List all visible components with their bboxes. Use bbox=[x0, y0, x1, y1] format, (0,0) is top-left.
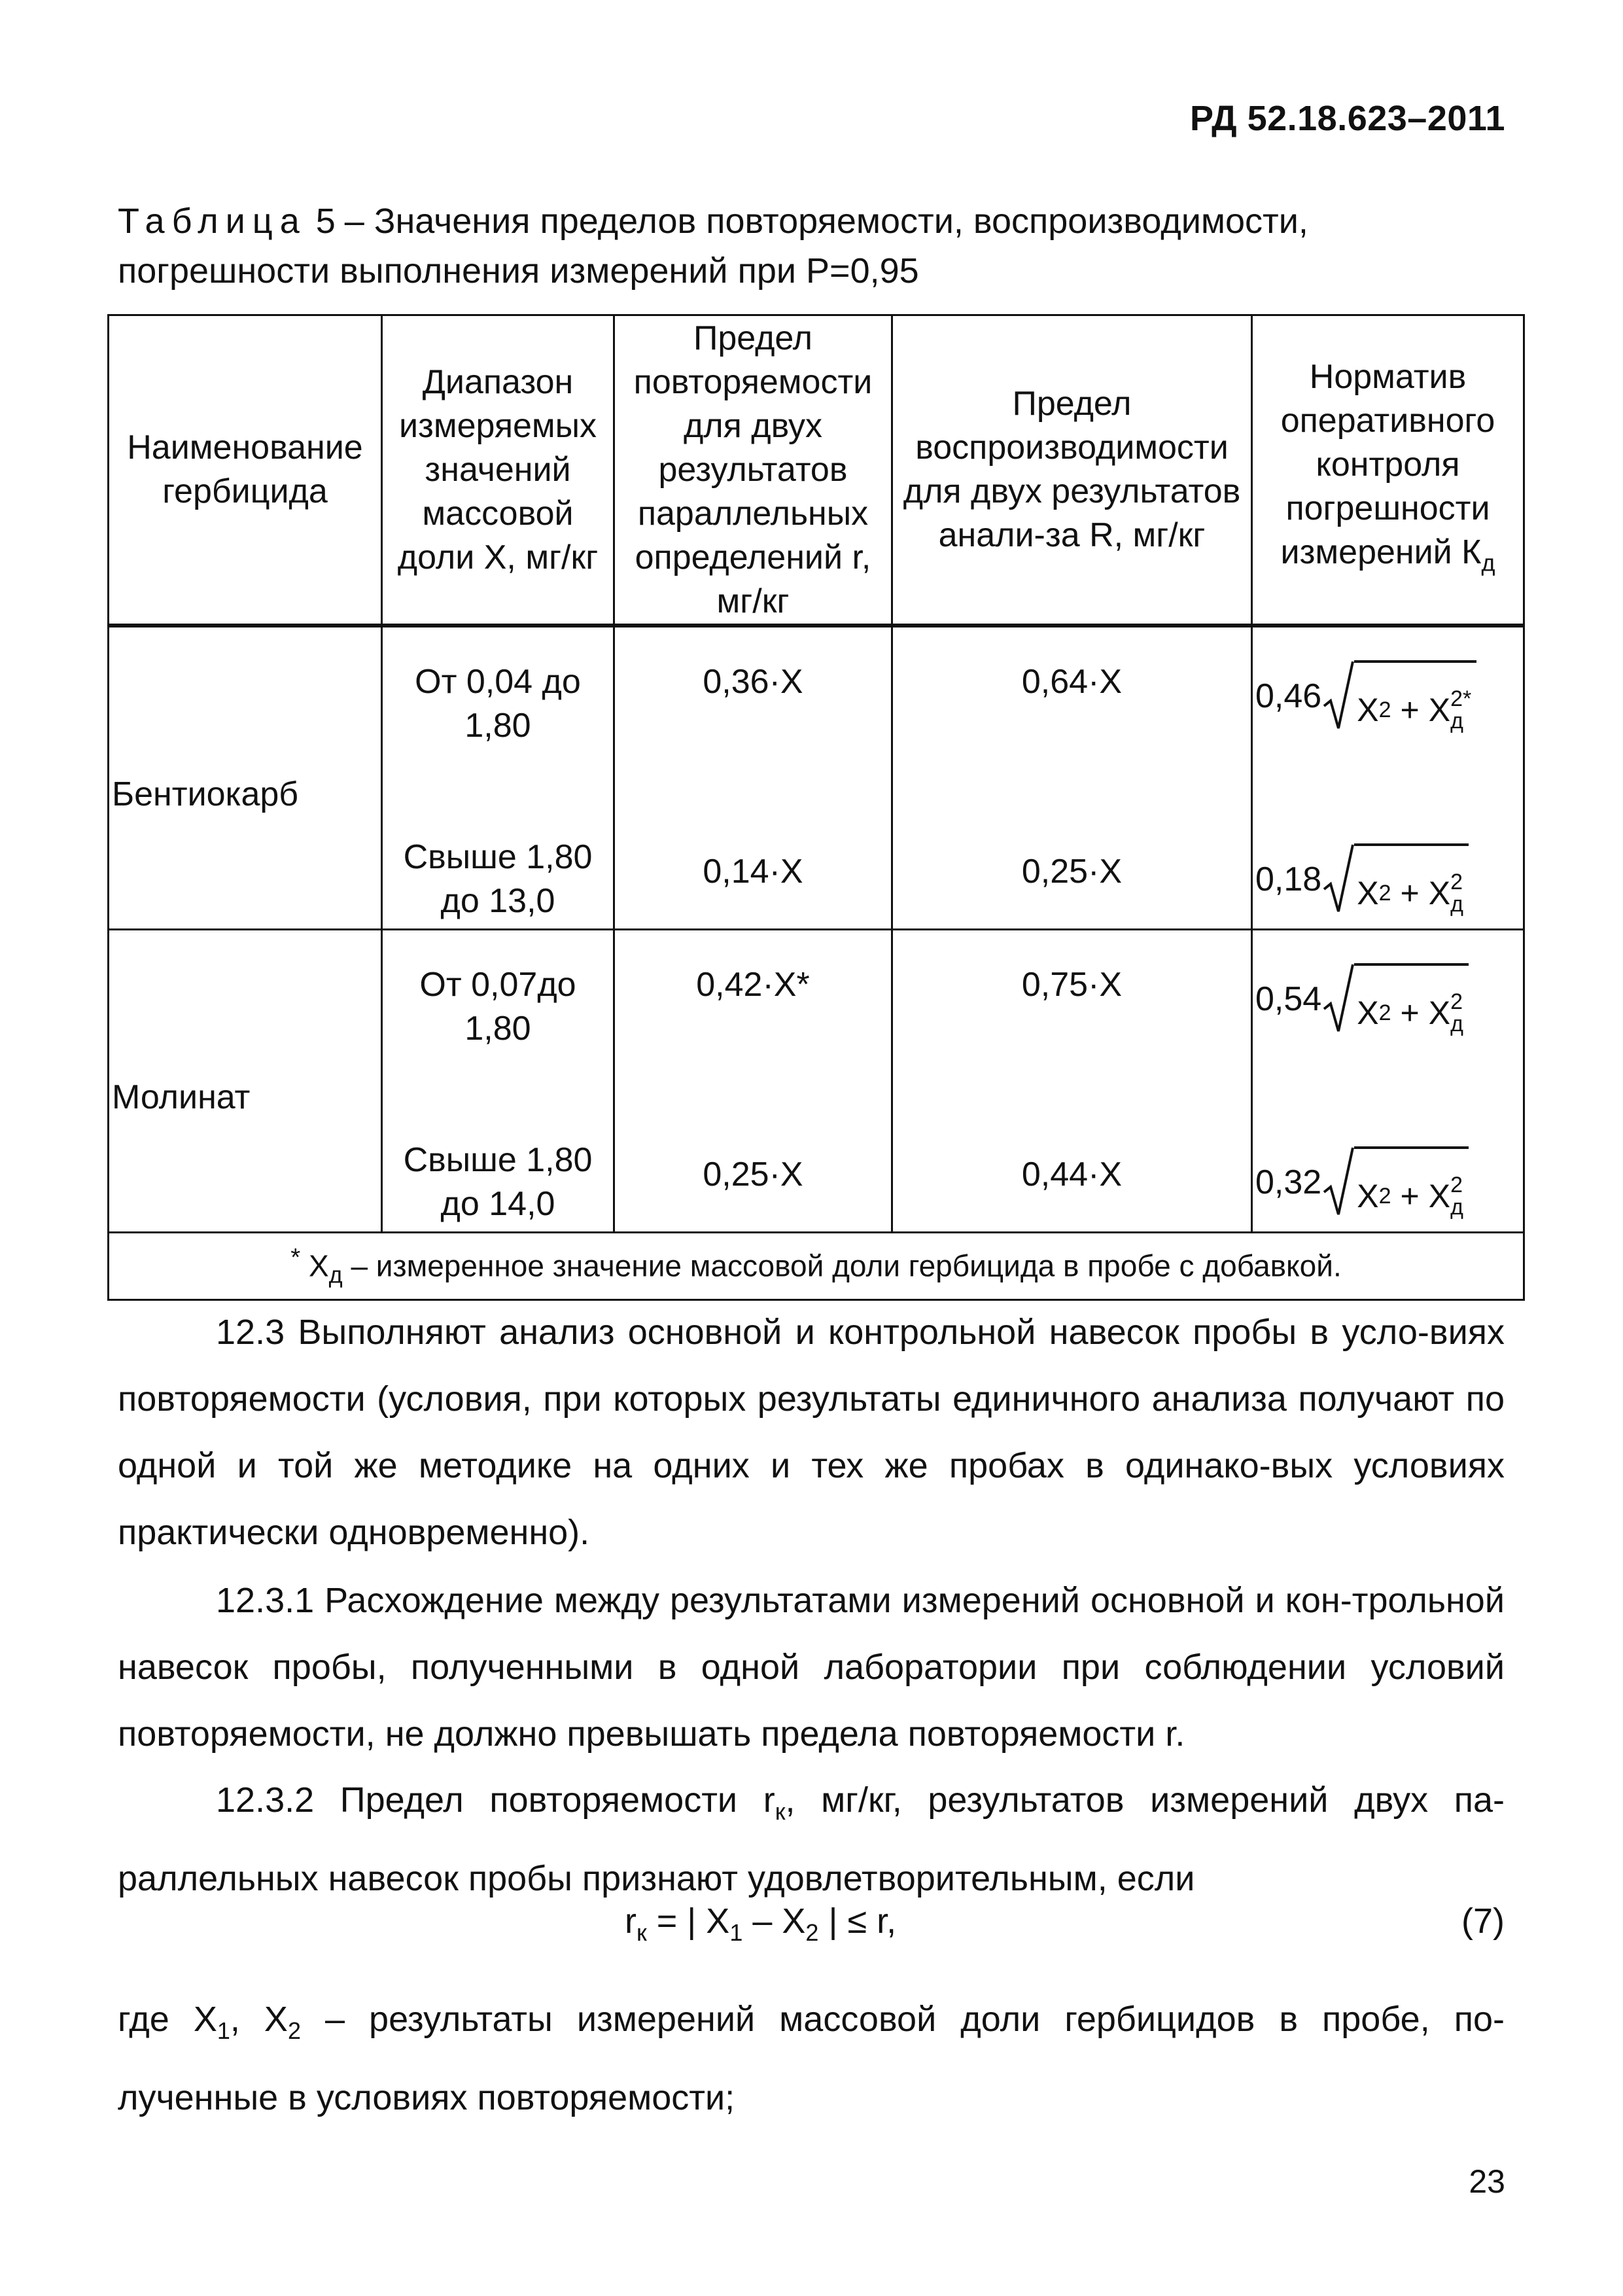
caption-lead: Таблица bbox=[118, 202, 307, 241]
tolerance-table bbox=[107, 314, 1525, 1301]
col-reproducibility: Предел воспроизводимости для двух результатов анали-за R, мг/кг bbox=[892, 315, 1252, 626]
sqrt-icon bbox=[1323, 963, 1354, 1035]
footnote-row bbox=[109, 1233, 1524, 1300]
caption-number: 5 bbox=[315, 202, 336, 241]
range-cell: От 0,07до 1,80 bbox=[382, 930, 614, 1127]
repeatability-cell: 0,14·Х bbox=[614, 824, 892, 930]
paragraph-12-3-1: 12.3.1 Расхождение между результатами измерений основной и кон-трольной навесок пробы, полученными в одной лаборатории при соблюдении условий повторяемости, не должно превышать предела повторяемости r. bbox=[118, 1581, 1505, 1754]
sqrt-icon bbox=[1323, 1146, 1354, 1218]
range-cell: От 0,04 до 1,80 bbox=[382, 626, 614, 824]
range-cell: Свыше 1,80 до 14,0 bbox=[382, 1127, 614, 1233]
repeatability-cell: 0,42·Х* bbox=[614, 930, 892, 1127]
document-code: РД 52.18.623–2011 bbox=[1189, 99, 1505, 138]
range-cell: Свыше 1,80 до 13,0 bbox=[382, 824, 614, 930]
equation-number: (7) bbox=[1461, 1901, 1505, 1941]
equation-7 bbox=[118, 1901, 1505, 1968]
control-norm-cell: 0,32 X 2 + X 2 д bbox=[1252, 1127, 1524, 1233]
page-number: 23 bbox=[1469, 2163, 1505, 2200]
caption-text: Значения пределов повторяемости, воспроизводимости, погрешности выполнения измерений при Р=0,95 bbox=[118, 202, 1308, 291]
equation-expression: $r_к$ = | $X_1 - X_2$ | ≤ r, bbox=[625, 1901, 897, 1946]
control-norm-cell: 0,54 X 2 + X 2 д bbox=[1252, 930, 1524, 1127]
paragraph-where: где $Х_1$, $Х_2$ – результаты измерений массовой доли гербицидов в пробе, по-лученные в условиях повторяемости; bbox=[118, 2000, 1505, 2117]
repeatability-cell: 0,36·Х bbox=[614, 626, 892, 824]
herbicide-name: Бентиокарб bbox=[109, 626, 382, 930]
col-repeatability: Предел повторяемости для двух результатов параллельных определений r, мг/кг bbox=[614, 315, 892, 626]
table-header-row bbox=[109, 315, 1524, 626]
table-row bbox=[109, 930, 1524, 1127]
col-control-norm: Норматив оперативного контроля погрешности измерений $К_д$ bbox=[1252, 315, 1524, 626]
sqrt-icon bbox=[1323, 660, 1354, 732]
caption-dash: – bbox=[344, 202, 364, 241]
table-row bbox=[109, 626, 1524, 824]
reproducibility-cell: 0,64·Х bbox=[892, 626, 1252, 824]
herbicide-name: Молинат bbox=[109, 930, 382, 1233]
paragraph-12-3-2: 12.3.2 Предел повторяемости $r_к$, мг/кг, результатов измерений двух па-раллельных навесок пробы признают удовлетворительным, если bbox=[118, 1780, 1505, 1898]
table-footnote: * $Х_д$ – измеренное значение массовой доли гербицида в пробе с добавкой. bbox=[109, 1233, 1524, 1300]
sqrt-icon bbox=[1323, 843, 1354, 915]
reproducibility-cell: 0,44·Х bbox=[892, 1127, 1252, 1233]
reproducibility-cell: 0,75·Х bbox=[892, 930, 1252, 1127]
repeatability-cell: 0,25·Х bbox=[614, 1127, 892, 1233]
reproducibility-cell: 0,25·Х bbox=[892, 824, 1252, 930]
col-range: Диапазон измеряемых значений массовой доли Х, мг/кг bbox=[382, 315, 614, 626]
control-norm-cell: 0,46 X 2 + X 2* д bbox=[1252, 626, 1524, 824]
paragraph-12-3: 12.3 Выполняют анализ основной и контрольной навесок пробы в усло-виях повторяемости (условия, при которых результаты единичного анализа получают по одной и той же методике на одних и тех же пробах в одинако-вых условиях практически одновременно). bbox=[118, 1313, 1505, 1552]
control-norm-cell: 0,18 X 2 + X 2 д bbox=[1252, 824, 1524, 930]
col-herbicide: Наименование гербицида bbox=[109, 315, 382, 626]
table-caption bbox=[118, 196, 1505, 296]
